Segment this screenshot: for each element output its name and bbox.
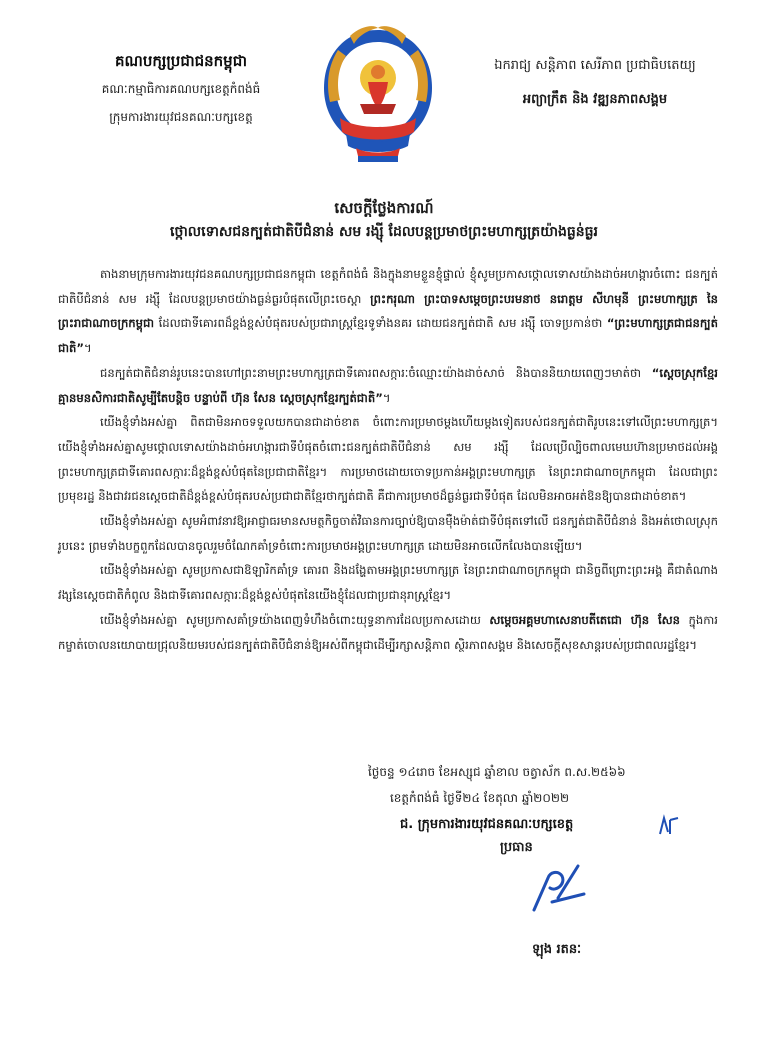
party-header: [66, 50, 296, 126]
paragraph-3: យើងខ្ញុំទាំងអស់គ្នា ពិតជាមិនអាចទទួលយកបានជាដាច់ខាត ចំពោះការប្រមាថម្ដងហើយម្ដងទៀតរបស់ជនក្បត់ជាតិរូបនេះទៅលើព្រះមហាក្សត្រ។ យើងខ្ញុំទាំងអស់គ្នាសូមថ្កោលទោសយ៉ាងដាច់អហង្ការជាទីបំផុតចំពោះជនក្បត់ជាតិបីជំនាន់ សម រង្ស៊ី ដែលប្រើល្បិចពាលមេឃហ៊ានប្រមាថដល់អង្គព្រះមហាក្សត្រជាទីគោរពសក្ការៈដ៏ខ្ពង់ខ្ពស់បំផុតនៃប្រជាជាតិខ្មែរ។ ការប្រមាថដោយចោទប្រកាន់អង្គព្រះមហាក្សត្រ នៃព្រះរាជាណាចក្រកម្ពុជា ដែលជាព្រះប្រមុខរដ្ឋ និងជាវរជនស្ដេចជាតិដ៏ខ្ពង់ខ្ពស់បំផុតរបស់ប្រជាជាតិខ្មែរថាក្បត់ជាតិ គឺជាការប្រមាថដ៏ធ្ងន់ធ្ងរជាទីបំផុត ដែលមិនអាចអត់ឱនឱ្យបានជាដាច់ខាត។: [58, 415, 718, 504]
kingdom-motto: [470, 56, 720, 110]
p1-text-c: ដែលជាទីគោរពដ៏ខ្ពង់ខ្ពស់បំផុតរបស់ប្រជារាស្ត្រខ្មែរទូទាំងនគរ ដោយជនក្បត់ជាតិ សម រង្ស៊ី ចោទប្រកាន់ថា: [154, 316, 607, 331]
signature-icon: [528, 858, 588, 918]
signer-name: ឡុង រតនៈ: [532, 942, 582, 957]
paragraph-1: [58, 262, 718, 361]
motto-line-2: អព្យាក្រឹត និង វឌ្ឍនភាពសង្គម: [522, 92, 668, 107]
title-line-1: សេចក្ដីថ្លែងការណ៍: [334, 199, 434, 217]
p1-text-a: តាងនាមក្រុមការងារយុវជនគណបក្សប្រជាជនកម្ពុជា ខេត្តកំពង់ធំ និងក្នុងនាមខ្លួនខ្ញុំផ្ទាល់ ខ្ញុំសូមប្រកាសថ្កោលទោសយ៉ាងដាច់អហង្ការចំពោះ ជនក្បត់ជាតិបីជំនាន់ សម រង្ស៊ី ដែលបន្តប្រមាថយ៉ាងធ្ងន់ធ្ងរបំផុតលើព្រះចេស្ដា: [58, 267, 718, 306]
signer-org: ជ. ក្រុមការងារយុវជនគណៈបក្សខេត្ត: [400, 817, 574, 832]
paragraph-5: យើងខ្ញុំទាំងអស់គ្នា សូមប្រកាសជាឱឡារិកគាំទ្រ គោរព និងដង្ហែតាមអង្គព្រះមហាក្សត្រ នៃព្រះរាជាណាចក្រកម្ពុជា ជានិច្ចពីព្រោះព្រះអង្គ គឺជាតំណាងវង្សនៃស្ដេចជាតិកំពូល និងជាទីគោរពសក្ការៈដ៏ខ្ពង់ខ្ពស់បំផុតនៃយើងខ្ញុំដែលជាប្រជានុរាស្ត្រខ្មែរ។: [58, 563, 718, 603]
youth-working-group: ក្រុមការងារយុវជនគណៈបក្សខេត្ត: [109, 110, 253, 124]
p6-leader-name: សម្ដេចអគ្គមហាសេនាបតីតេជោ ហ៊ុន សែន: [489, 612, 681, 627]
signer-role: ប្រធាន: [500, 840, 533, 855]
p1-quote: “ព្រះមហាក្សត្រជាជនក្បត់ជាតិ”: [58, 316, 718, 356]
paragraph-4: យើងខ្ញុំទាំងអស់គ្នា សូមអំពាវនាវឱ្យអាជ្ញាធរមានសមត្ថកិច្ចចាត់វិធានការច្បាប់ឱ្យបានម៉ឺងម៉ាត់ជាទីបំផុតទៅលើ ជនក្បត់ជាតិបីជំនាន់ និងអត់ថោលស្រុករូបនេះ ព្រមទាំងបក្ខពួកដែលបានចូលរួមចំណែកគាំទ្រចំពោះការប្រមាថអង្គព្រះមហាក្សត្រ ដោយមិនអាចលើកលែងបានឡើយ។: [58, 514, 718, 553]
p2-quote: “ស្ដេចស្រុកខ្មែរគ្មានមនសិការជាតិសូម្បីតែបន្តិច បន្ទាប់ពី ហ៊ុន សែន ស្ដេចស្រុកខ្មែរក្បត់ជាតិ”: [58, 365, 718, 405]
party-emblem-icon: [316, 22, 440, 172]
p1-king-title: ព្រះករុណា ព្រះបាទសម្ដេចព្រះបរមនាថ នរោត្តម សីហមុនី ព្រះមហាក្សត្រ នៃព្រះរាជាណាចក្រកម្ពុជា: [58, 291, 718, 331]
party-name: គណបក្សប្រជាជនកម្ពុជា: [115, 52, 247, 70]
p6-text-c: ក្នុងការកម្ចាត់ចោលនយោបាយជ្រុលនិយមរបស់ជនក្បត់ជាតិបីជំនាន់ឱ្យអស់ពីកម្ពុជាដើម្បីរក្សាសន្តិភាព ស្ថិរភាពសង្គម និងសេចក្ដីសុខសាន្តរបស់ប្រជាពលរដ្ឋខ្មែរ។: [58, 612, 718, 652]
motto-line-1: ឯករាជ្យ សន្តិភាព សេរីភាព ប្រជាធិបតេយ្យ: [494, 58, 696, 73]
title-line-2: ថ្កោលទោសជនក្បត់ជាតិបីជំនាន់ សម រង្ស៊ី ដែលបន្តប្រមាថព្រះមហាក្សត្រយ៉ាងធ្ងន់ធ្ងរ: [170, 224, 598, 240]
p2-text-a: ជនក្បត់ជាតិជំនាន់រូបនេះបានហៅព្រះនាមព្រះមហាក្សត្រជាទីគោរពសក្ការៈចំឈ្មោះយ៉ាងដាច់សាច់ និងបាននិយាយពេញៗមាត់ថា: [100, 365, 652, 380]
document-title: [40, 197, 728, 243]
p6-text-a: យើងខ្ញុំទាំងអស់គ្នា សូមប្រកាសគាំទ្រយ៉ាងពេញទំហឹងចំពោះយុទ្ធនាការដែលប្រកាសដោយ: [100, 612, 490, 627]
paragraph-6: [58, 608, 718, 657]
date-lunar: ថ្ងៃចន្ទ ១៤រោច ខែអស្សុជ ឆ្នាំខាល ចត្វាស័ក ព.ស.២៥៦៦: [368, 765, 626, 779]
p1-text-e: ។: [84, 341, 92, 356]
statement-body: [58, 262, 718, 657]
provincial-committee: គណៈកម្មាធិការគណបក្សខេត្តកំពង់ធំ: [101, 82, 261, 96]
paragraph-2: [58, 361, 718, 410]
p2-text-c: ។: [382, 390, 391, 405]
date-solar: ខេត្តកំពង់ធំ ថ្ងៃទី២៤ ខែតុលា ឆ្នាំ២០២២: [390, 791, 570, 805]
initials-mark-icon: [656, 814, 682, 838]
